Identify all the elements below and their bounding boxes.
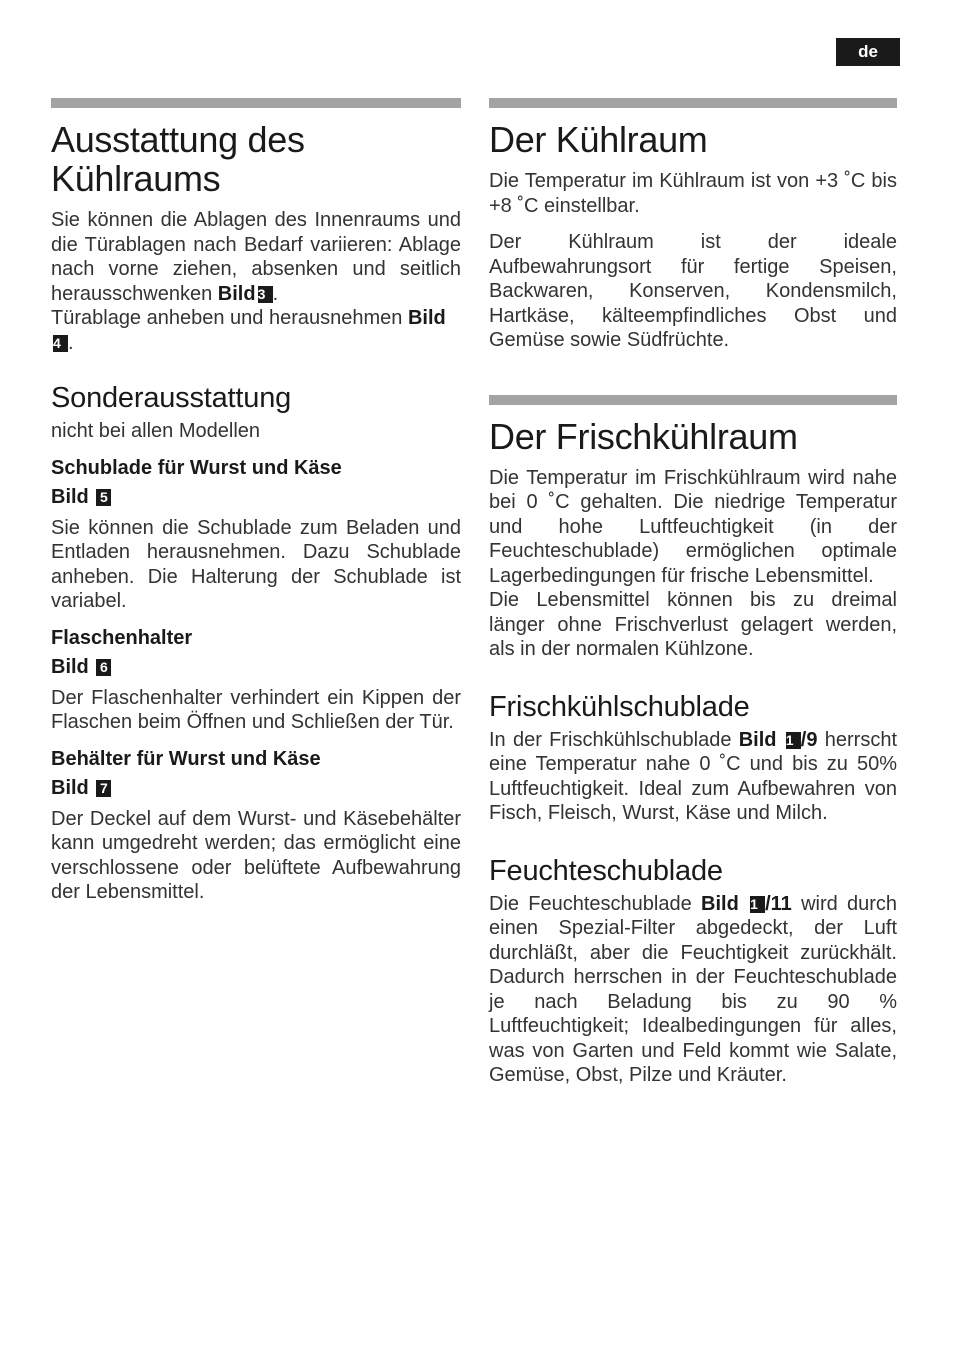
drawer-heading: Schublade für Wurst und Käse [51, 456, 342, 479]
figure-item-ref: /11 [765, 892, 792, 915]
figure-number-badge: 6 [96, 659, 111, 676]
fridge-temperature-paragraph: Die Temperatur im Kühlraum ist von +3 ˚C bis +8 ˚C einstellbar. [489, 170, 897, 217]
fresh-drawer-heading: Frischkühlschublade [489, 690, 750, 723]
humidity-drawer-text-lead: Die Feuchteschublade [489, 892, 692, 915]
bottle-holder-paragraph: Der Flaschenhalter verhindert ein Kippen der Flaschen beim Öffnen und Schließen der Tür. [51, 686, 461, 733]
fresh-drawer-paragraph [489, 728, 897, 826]
figure-number-badge: 7 [96, 780, 111, 797]
container-figure-ref [51, 776, 461, 801]
section-divider-bar [489, 98, 897, 108]
figure-number-badge: 4 [53, 335, 68, 352]
fresh-drawer-text: herrscht eine Temperatur nahe 0 ˚C und bis zu 50% Luftfeuchtigkeit. Ideal zum Aufbewahren von Fisch, Fleisch, Wurst, Käse und Milch. [489, 728, 898, 824]
drawer-paragraph: Sie können die Schublade zum Beladen und Entladen herausnehmen. Dazu Schublade anheben. Die Halterung der Schublade ist variabel. [51, 516, 461, 612]
title-line-1: Ausstattung des [51, 119, 305, 160]
section-title-fridge: Der Kühlraum [489, 119, 708, 160]
section-divider-bar [51, 98, 461, 108]
figure-number-badge: 5 [96, 489, 111, 506]
figure-ref-label: Bild [51, 776, 89, 799]
special-equipment-heading: Sonderausstattung [51, 382, 292, 414]
humidity-drawer-paragraph [489, 892, 897, 1088]
fridge-storage-paragraph: Der Kühlraum ist der ideale Aufbewahrungsort für fertige Speisen, Backwaren, Konserven, Kondensmilch, Hartkäse, kälteempfindliches Obst und Gemüse sowie Südfrüchte. [489, 231, 897, 351]
figure-ref-label: Bild [738, 728, 777, 751]
language-badge: de [836, 38, 900, 66]
figure-ref-label: Bild [51, 485, 89, 508]
door-shelf-text: Türablage anheben und herausnehmen [51, 307, 403, 329]
figure-ref-label: Bild [407, 307, 446, 329]
figure-item-ref: /9 [800, 728, 818, 751]
right-column [489, 98, 897, 1088]
figure-ref-label: Bild [701, 892, 739, 915]
container-heading: Behälter für Wurst und Käse [51, 747, 321, 770]
title-line-2: Kühlraums [51, 158, 221, 199]
door-shelf-paragraph: Türablage anheben und herausnehmen Bild4 . [51, 307, 446, 354]
fresh-drawer-text-lead: In der Frischkühlschublade [489, 728, 732, 751]
humidity-drawer-heading: Feuchteschublade [489, 854, 723, 887]
figure-ref-label: Bild [217, 282, 256, 305]
drawer-figure-ref [51, 485, 461, 510]
fresh-shelf-life-paragraph: Die Lebensmittel können bis zu dreimal länger ohne Frischverlust gelagert werden, als in der normalen Kühlzone. [489, 589, 897, 660]
equipment-text: Sie können die Ablagen des Innenraums und die Türablagen nach Bedarf variieren: Ablage nach vorne ziehen, absenken und seitlich herausschwenken [51, 209, 461, 305]
figure-number-badge: 1 [750, 896, 765, 913]
section-divider-bar [489, 395, 897, 405]
bottle-holder-figure-ref [51, 655, 461, 680]
bottle-holder-heading: Flaschenhalter [51, 626, 193, 649]
figure-number-badge: 1 [786, 732, 801, 749]
section-title-equipment [51, 120, 461, 198]
fresh-temperature-paragraph: Die Temperatur im Frischkühlraum wird nahe bei 0 ˚C gehalten. Die niedrige Temperatur und hohe Luftfeuchtigkeit (in der Feuchteschublade) ermöglichen optimale Lagerbedingungen für frische Lebensmittel. [489, 466, 897, 587]
section-title-fresh: Der Frischkühlraum [489, 415, 798, 457]
humidity-drawer-text: wird durch einen Spezial-Filter abgedeckt, der Luft durchläßt, aber die Feuchtigkeit zurückhält. Dadurch herrschen in der Feuchteschublade je nach Beladung bis zu 90 % Luftfeuchtigkeit; Idealbedingungen für alles, was von Garten und Feld kommt wie Salate, Gemüse, Obst, Pilze und Kräuter. [489, 892, 898, 1086]
container-paragraph: Der Deckel auf dem Wurst- und Käsebehälter kann umgedreht werden; das ermöglicht eine verschlossene oder belüftete Aufbewahrung der Lebensmittel. [51, 807, 461, 903]
figure-number-badge: 3 [258, 286, 273, 303]
figure-ref-label: Bild [51, 655, 89, 678]
left-column [51, 98, 461, 905]
special-equipment-note: nicht bei allen Modellen [51, 420, 261, 442]
equipment-paragraph: Sie können die Ablagen des Innenraums und die Türablagen nach Bedarf variieren: Ablage nach vorne ziehen, absenken und seitlich herausschwenken Bild 3 . [51, 209, 461, 305]
